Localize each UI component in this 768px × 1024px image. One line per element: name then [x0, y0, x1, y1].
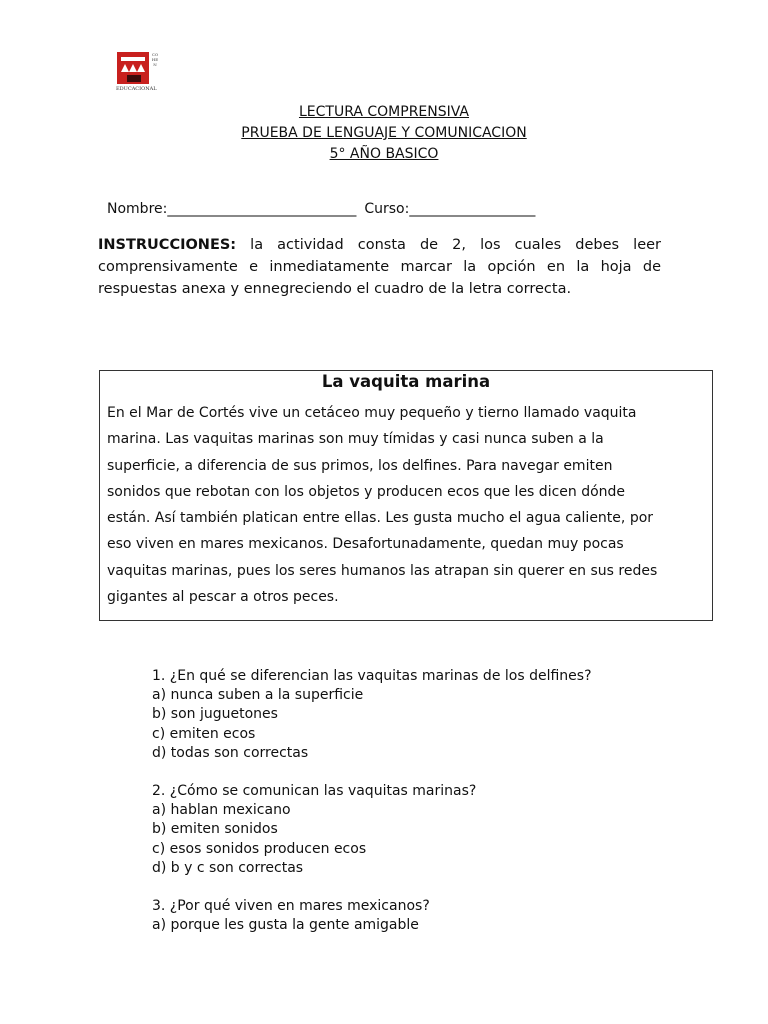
- answer-option[interactable]: c) esos sonidos producen ecos: [152, 840, 367, 857]
- question-1: [152, 667, 592, 763]
- answer-option[interactable]: d) todas son correctas: [152, 744, 309, 761]
- story-title: La vaquita marina: [321, 372, 491, 391]
- student-fields: [107, 201, 535, 217]
- publisher-logo: [116, 52, 160, 98]
- story-box: [99, 370, 713, 621]
- answer-option[interactable]: c) emiten ecos: [152, 725, 256, 742]
- instructions: [98, 234, 661, 300]
- question-2: [152, 782, 592, 878]
- title-line-3: 5° AÑO BASICO: [329, 146, 439, 162]
- answer-option[interactable]: a) nunca suben a la superficie: [152, 687, 364, 704]
- instructions-label: INSTRUCCIONES:: [98, 237, 237, 253]
- answer-option[interactable]: d) b y c son correctas: [152, 859, 304, 876]
- document-header: [0, 102, 768, 165]
- question-text: 2. ¿Cómo se comunican las vaquitas marinas?: [152, 783, 477, 800]
- answer-option[interactable]: b) emiten sonidos: [152, 821, 278, 838]
- title-line-2: PRUEBA DE LENGUAJE Y COMUNICACION: [241, 125, 527, 141]
- story-body: En el Mar de Cortés vive un cetáceo muy pequeño y tierno llamado vaquita marina. Las vaquitas marinas son muy tímidas y casi nunca suben a la superficie, a diferencia de sus primos, los delfines. Para navegar emiten sonidos que rebotan con los objetos y producen ecos que les dicen dónde están. Así también platican entre ellas. Les gusta mucho el agua caliente, por eso viven en mares mexicanos. Desafortunadamente, quedan muy pocas vaquitas marinas, pues los seres humanos las atrapan sin querer en sus redes gigantes al pescar a otros peces.: [107, 405, 658, 606]
- answer-option[interactable]: b) son juguetones: [152, 706, 278, 723]
- question-text: 3. ¿Por qué viven en mares mexicanos?: [152, 898, 430, 915]
- question-text: 1. ¿En qué se diferencian las vaquitas marinas de los delfines?: [152, 668, 592, 684]
- logo-emblem: [117, 52, 149, 84]
- instructions-text: la actividad consta de 2, los cuales debes leer comprensivamente e inmediatamente marcar la opción en la hoja de respuestas anexa y ennegreciendo el cuadro de la letra correcta.: [98, 237, 661, 297]
- title-line-1: LECTURA COMPRENSIVA: [298, 104, 470, 120]
- course-field[interactable]: Curso:__________________: [364, 201, 536, 217]
- logo-subtitle: EDUCACIONAL: [116, 86, 157, 92]
- question-list: [152, 667, 592, 935]
- answer-option[interactable]: a) hablan mexicano: [152, 802, 291, 819]
- name-field[interactable]: Nombre:___________________________: [107, 201, 357, 217]
- logo-vertical-text: COHEN: [151, 52, 159, 67]
- answer-option[interactable]: a) porque les gusta la gente amigable: [152, 917, 419, 934]
- question-3: [152, 897, 592, 935]
